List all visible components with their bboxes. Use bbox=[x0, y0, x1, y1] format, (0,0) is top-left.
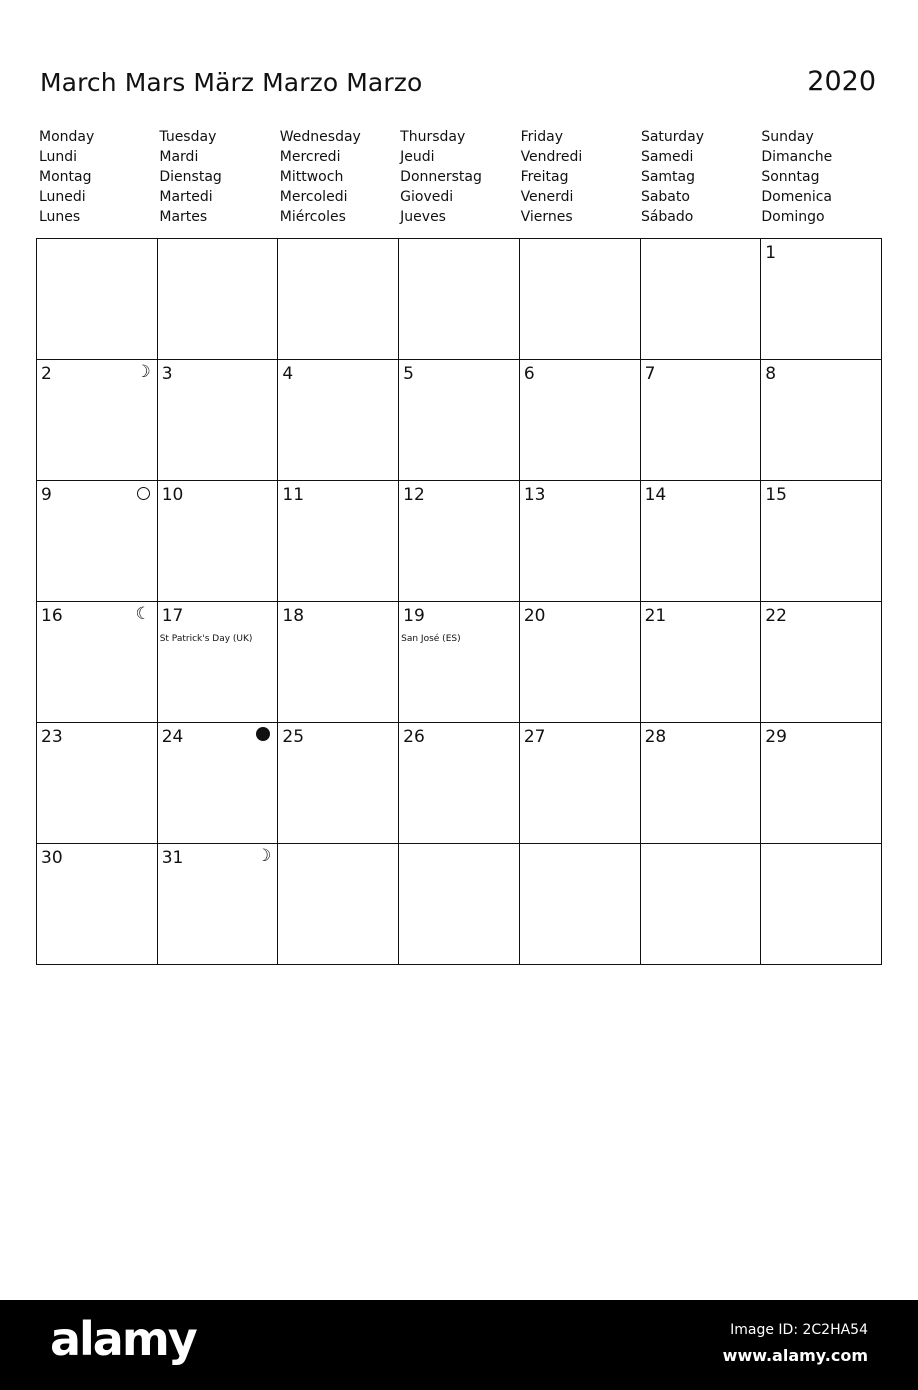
day-number: 4 bbox=[282, 364, 294, 384]
day-cell bbox=[158, 844, 279, 965]
weekday-column bbox=[39, 127, 159, 227]
day-cell bbox=[158, 360, 279, 481]
day-cell bbox=[158, 723, 279, 844]
day-number: 14 bbox=[644, 485, 667, 505]
weekday-name: Mittwoch bbox=[279, 169, 344, 185]
day-cell bbox=[641, 723, 762, 844]
weekday-name: Viernes bbox=[520, 209, 573, 225]
day-number: 19 bbox=[403, 606, 425, 626]
day-cell bbox=[520, 239, 641, 360]
day-cell bbox=[278, 602, 399, 723]
day-number: 23 bbox=[41, 727, 63, 747]
day-cell bbox=[520, 481, 641, 602]
weekday-name: Lunedi bbox=[39, 189, 86, 205]
calendar-year: 2020 bbox=[807, 66, 876, 97]
day-number: 22 bbox=[765, 606, 787, 626]
weekday-name: Monday bbox=[39, 129, 95, 145]
weekday-name: Dimanche bbox=[761, 149, 833, 165]
day-cell bbox=[278, 844, 399, 965]
weekday-name: Mardi bbox=[159, 149, 199, 165]
day-cell bbox=[399, 239, 520, 360]
day-cell bbox=[278, 239, 399, 360]
weekday-name: Sábado bbox=[640, 209, 694, 225]
weekday-name: Lunes bbox=[39, 209, 81, 225]
day-number: 15 bbox=[765, 485, 787, 505]
day-number: 29 bbox=[765, 727, 787, 747]
weekday-name: Lundi bbox=[39, 149, 78, 165]
day-cell bbox=[399, 723, 520, 844]
weekday-headers bbox=[39, 127, 882, 227]
day-number: 17 bbox=[161, 606, 184, 626]
weekday-name: Sabato bbox=[640, 189, 690, 205]
day-number: 21 bbox=[644, 606, 667, 626]
weekday-name: Montag bbox=[39, 169, 92, 185]
weekday-column bbox=[159, 127, 279, 227]
day-cell bbox=[399, 602, 520, 723]
day-number: 5 bbox=[403, 364, 414, 384]
day-cell bbox=[37, 360, 158, 481]
weekday-name: Jeudi bbox=[400, 149, 435, 165]
day-number: 30 bbox=[41, 848, 63, 868]
day-cell bbox=[641, 844, 762, 965]
image-id-label: Image ID: 2C2HA54 bbox=[730, 1322, 868, 1338]
day-cell bbox=[520, 360, 641, 481]
day-number: 18 bbox=[282, 606, 305, 626]
day-number: 24 bbox=[161, 727, 184, 747]
day-cell bbox=[641, 481, 762, 602]
full-moon-icon bbox=[137, 487, 150, 500]
weekday-name: Giovedi bbox=[400, 189, 454, 205]
day-number: 11 bbox=[282, 485, 305, 505]
day-number: 2 bbox=[41, 364, 52, 384]
weekday-name: Martedi bbox=[159, 189, 213, 205]
new-moon-icon bbox=[256, 727, 270, 741]
day-cell bbox=[278, 723, 399, 844]
calendar-grid bbox=[36, 238, 882, 965]
first-quarter-moon-icon: ☽ bbox=[135, 362, 151, 382]
alamy-logo: alamy bbox=[50, 1312, 196, 1366]
day-number: 28 bbox=[644, 727, 667, 747]
watermark-footer bbox=[0, 1300, 918, 1390]
day-number: 31 bbox=[161, 848, 184, 868]
weekday-name: Sonntag bbox=[761, 169, 820, 185]
day-cell bbox=[278, 481, 399, 602]
weekday-name: Venerdi bbox=[520, 189, 574, 205]
day-number: 26 bbox=[403, 727, 425, 747]
day-number: 8 bbox=[765, 364, 777, 384]
day-cell bbox=[399, 481, 520, 602]
weekday-name: Samedi bbox=[640, 149, 694, 165]
weekday-column bbox=[280, 127, 400, 227]
day-number: 10 bbox=[161, 485, 184, 505]
day-cell bbox=[37, 481, 158, 602]
weekday-column bbox=[521, 127, 641, 227]
day-number: 16 bbox=[41, 606, 63, 626]
day-cell bbox=[761, 602, 882, 723]
day-number: 27 bbox=[523, 727, 546, 747]
day-cell bbox=[278, 360, 399, 481]
weekday-name: Domenica bbox=[761, 189, 832, 205]
day-cell bbox=[641, 360, 762, 481]
weekday-name: Saturday bbox=[640, 129, 705, 145]
day-cell bbox=[37, 239, 158, 360]
day-cell bbox=[761, 481, 882, 602]
day-number: 20 bbox=[523, 606, 546, 626]
weekday-name: Friday bbox=[520, 129, 563, 145]
weekday-name: Wednesday bbox=[279, 129, 361, 145]
day-cell bbox=[399, 360, 520, 481]
day-cell bbox=[761, 844, 882, 965]
day-number: 3 bbox=[161, 364, 173, 384]
weekday-name: Miércoles bbox=[279, 209, 346, 225]
weekday-name: Mercredi bbox=[279, 149, 341, 165]
day-number: 25 bbox=[282, 727, 305, 747]
day-cell bbox=[158, 602, 279, 723]
day-cell bbox=[37, 844, 158, 965]
weekday-name: Samtag bbox=[640, 169, 696, 185]
weekday-name: Freitag bbox=[520, 169, 569, 185]
weekday-name: Domingo bbox=[761, 209, 825, 225]
day-number: 13 bbox=[523, 485, 546, 505]
weekday-name: Mercoledi bbox=[279, 189, 348, 205]
weekday-name: Tuesday bbox=[159, 129, 217, 145]
day-cell bbox=[761, 360, 882, 481]
day-cell bbox=[641, 239, 762, 360]
weekday-name: Jueves bbox=[400, 209, 446, 225]
last-quarter-moon-icon: ☾ bbox=[135, 604, 151, 624]
weekday-name: Vendredi bbox=[520, 149, 583, 165]
weekday-name: Martes bbox=[159, 209, 208, 225]
day-cell bbox=[158, 239, 279, 360]
day-cell bbox=[37, 602, 158, 723]
weekday-name: Sunday bbox=[761, 129, 814, 145]
day-cell bbox=[399, 844, 520, 965]
weekday-name: Dienstag bbox=[159, 169, 222, 185]
day-cell bbox=[761, 239, 882, 360]
day-number: 1 bbox=[765, 243, 777, 263]
weekday-column bbox=[761, 127, 881, 227]
day-cell bbox=[641, 602, 762, 723]
day-number: 7 bbox=[644, 364, 656, 384]
day-number: 9 bbox=[41, 485, 52, 505]
day-number: 12 bbox=[403, 485, 425, 505]
holiday-label: San José (ES) bbox=[401, 634, 461, 644]
day-number: 6 bbox=[523, 364, 535, 384]
day-cell bbox=[37, 723, 158, 844]
holiday-label: St Patrick's Day (UK) bbox=[159, 634, 253, 644]
day-cell bbox=[761, 723, 882, 844]
weekday-column bbox=[400, 127, 520, 227]
day-cell bbox=[520, 844, 641, 965]
weekday-name: Donnerstag bbox=[400, 169, 482, 185]
day-cell bbox=[520, 602, 641, 723]
page-title: March Mars März Marzo Marzo bbox=[40, 68, 423, 97]
site-url: www.alamy.com bbox=[722, 1346, 868, 1365]
day-cell bbox=[520, 723, 641, 844]
weekday-name: Thursday bbox=[400, 129, 466, 145]
day-cell bbox=[158, 481, 279, 602]
first-quarter-moon-icon: ☽ bbox=[256, 846, 272, 866]
weekday-column bbox=[641, 127, 761, 227]
